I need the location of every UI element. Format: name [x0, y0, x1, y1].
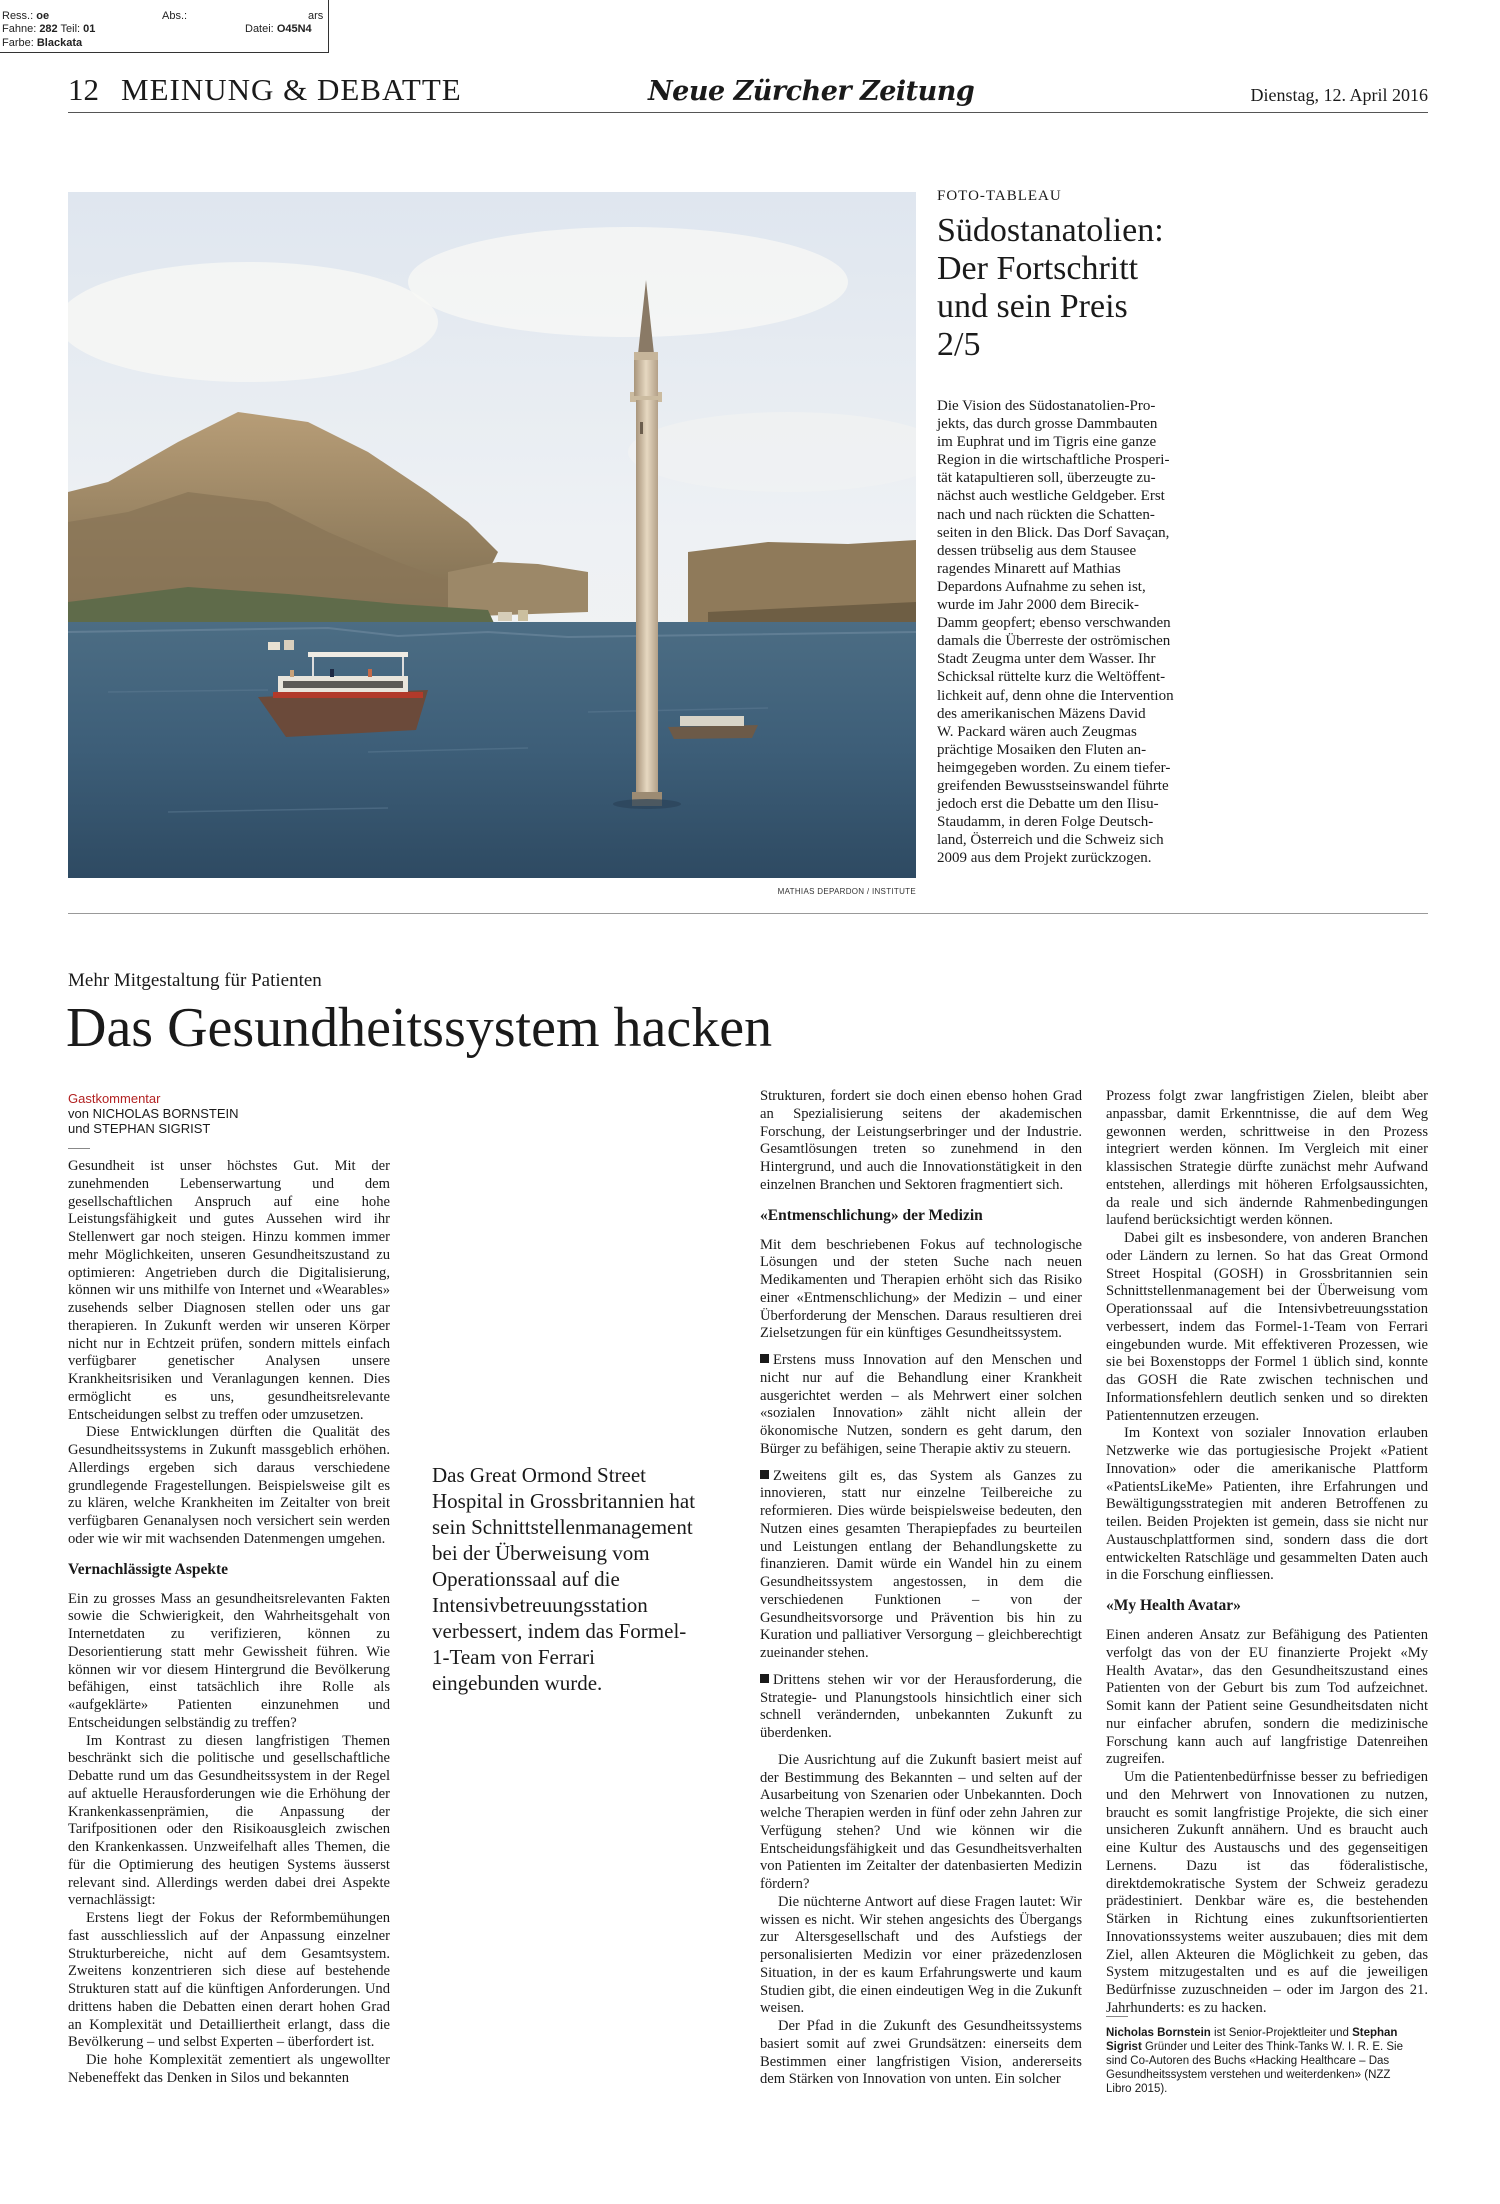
article-headline: Das Gesundheitssystem hacken	[66, 997, 773, 1059]
header-rule	[68, 112, 1428, 113]
caption-line: Die Vision des Südostanatolien-Pro-	[937, 398, 1156, 414]
bullet-text: Zweitens gilt es, das System als Ganzes zu innovieren, statt nur einzelne Teilbereiche zu reformieren. Dies würde beispielsweise bedeuten, den Nutzen eines gesamten Therapiepfades zu beurteilen und Leistungen entlang der Behandlungskette zu finanzieren. Damit würde ein Wandel hin zu einem Gesundheitssystem angestossen, in dem die verschiedenen Funktionen – von der Gesundheitsvorsorge und Prävention bis hin zu Kuration und palliativer Versorgung – gleichberechtigt zueinander stehen.	[760, 1467, 1082, 1661]
bullet-text: Drittens stehen wir vor der Herausforderung, die Strategie- und Planungstools hinsichtlich einer sich schnell verändernden, unbekannten Zukunft zu überdenken.	[760, 1671, 1082, 1741]
byline-rule	[68, 1148, 90, 1149]
caption-line: lichkeit auf, denn ohne die Intervention	[937, 687, 1174, 704]
caption-line: wurde im Jahr 2000 dem Birecik-	[937, 597, 1140, 614]
caption-line: 2009 aus dem Projekt zurückzogen.	[937, 850, 1152, 867]
paragraph: Erstens liegt der Fokus der Reformbemühungen fast ausschliesslich auf der Anpassung einzelner Strukturbereiche, nicht auf dem Gesamtsystem. Zweitens konzentrieren sich diese auf bestehende Strukturen statt auf die künftigen Anforderungen. Und drittens haben die Debatten einen derart hohen Grad an Komplexität und Detailliertheit erlangt, dass die Bevölkerung – und selbst Experten – überfordert ist.	[68, 1910, 390, 2051]
paragraph: Mit dem beschriebenen Fokus auf technologische Lösungen und der steten Suche nach neuen Medikamenten und Therapien erhöht sich das Risiko einer «Entmenschlichung» der Medizin – und einer Überforderung der Menschen. Daraus resultieren drei Zielsetzungen für ein künftiges Gesundheitssystem.	[760, 1236, 1082, 1342]
bio-rule	[1106, 2016, 1128, 2017]
caption-line: seiten in den Blick. Das Dorf Savaçan,	[937, 524, 1170, 541]
issue-date: Dienstag, 12. April 2016	[1250, 85, 1428, 105]
bullet-text: Erstens muss Innovation auf den Menschen und nicht nur auf die Behandlung einer Krankheit ausgerichtet werden – als Mehrwert einer solchen «sozialen Innovation» zählt nicht allein der ökonomische Nutzen, sondern es geht darum, den Bürger zu befähigen, seine Therapie aktiv zu steuern.	[760, 1352, 1082, 1457]
masthead-logo: Neue Zürcher Zeitung	[648, 76, 975, 107]
photo-title-line: 2/5	[937, 326, 981, 363]
paragraph: Prozess folgt zwar langfristigen Zielen, bleibt aber anpassbar, damit Erkenntnisse, die auf dem Weg gewonnen werden, schrittweise in den Prozess integriert werden können. Im Vergleich mit einer klassischen Strategie dürfte zunächst mehr Aufwand entstehen, allerdings mit höheren Erfolgsaussichten, da reale und sich ändernde Rahmenbedingungen laufend berücksichtigt werden können.	[1106, 1088, 1428, 1229]
spacer	[760, 1343, 1082, 1352]
caption-line: greifenden Bewusstseinswandel führte	[937, 777, 1169, 794]
byline	[68, 1091, 398, 1136]
photo-title-line: Südostanatolien:	[937, 212, 1164, 249]
caption-line: tät katapultieren soll, überzeugte zu-	[937, 470, 1156, 487]
bullet-square-icon	[760, 1674, 769, 1683]
bullet-square-icon	[760, 1354, 769, 1363]
paragraph: Ein zu grosses Mass an gesundheitsrelevanten Fakten sowie die Schwierigkeit, den Wahrheitsgehalt von Internetdaten zu verifizieren, können zu Desorientierung statt mehr Gewissheit führen. Wie können wir vor diesem Hintergrund die Bevölkerung befähigen, einst tatsächlich ihre Rolle als «aufgeklärte» Patienten einzunehmen und Entscheidungen selbständig zu treffen?	[68, 1590, 390, 1731]
subheading: «Entmenschlichung» der Medizin	[760, 1206, 983, 1224]
caption-line: Staudamm, in deren Folge Deutsch-	[937, 814, 1154, 831]
paragraph: Die hohe Komplexität zementiert als ungewollter Nebeneffekt das Denken in Silos und bekannten	[68, 2052, 390, 2086]
bio-author-1: Nicholas Bornstein	[1106, 2027, 1211, 2039]
bullet-paragraph	[760, 1352, 1082, 1459]
caption-line: Region in die wirtschaftliche Prosperi-	[937, 452, 1170, 469]
production-slug	[0, 0, 329, 53]
photo-kicker: FOTO-TABLEAU	[937, 188, 1062, 204]
article-topic: Mehr Mitgestaltung für Patienten	[68, 970, 322, 991]
caption-line: im Euphrat und im Tigris eine ganze	[937, 434, 1157, 451]
slug-ress: Ress.: oe	[2, 10, 50, 22]
section-divider	[68, 913, 1428, 914]
paragraph: Gesundheit ist unser höchstes Gut. Mit der zunehmenden Lebenserwartung und dem gesellschaftlichen Anspruch auf eine hohe Leistungsfähigkeit und gutes Aussehen wird ihr Stellenwert gar noch steigen. Hinzu kommen immer mehr Möglichkeiten, unseren Gesundheitszustand zu optimieren: Angetrieben durch die Digitalisierung, können wir uns mithilfe von Internet und «Wearables» zusehends selber Diagnosen stellen oder uns gar therapieren. In Zukunft werden wir unseren Körper nicht nur in Echtzeit prüfen, sondern mittels einfach verfügbarer genetischer Analysen unsere Krankheitsrisiken und Veranlagungen kennen. Dies ermöglicht es uns, gesundheitsrelevante Entscheidungen selbst zu treffen oder umzusetzen.	[68, 1158, 390, 1423]
paragraph: Die Ausrichtung auf die Zukunft basiert meist auf der Bestimmung des Bekannten – und selten auf der Ausarbeitung von Szenarien oder Unbekannten. Doch welche Therapien werden in fünf oder zehn Jahren zur Verfügung stehen? Und wie können wir die Entscheidungsfähigkeit und das Gesundheitsverhalten von Patienten im Zeitalter der datenbasierten Medizin fördern?	[760, 1751, 1082, 1892]
bullet-paragraph	[760, 1468, 1082, 1663]
caption-line: nach und nach rückten die Schatten-	[937, 506, 1155, 523]
bio-text: Gründer und Leiter des Think-Tanks W. I. R. E. Sie sind Co-Autoren des Buchs «Hacking Healthcare – Das Gesundheitssystem verstehen und weiterdenken» (NZZ Libro 2015).	[1106, 2041, 1404, 2095]
article-column-3	[760, 1088, 1082, 2089]
slug-abs-value: ars	[308, 10, 324, 22]
paragraph: Strukturen, fordert sie doch einen ebenso hohen Grad an Spezialisierung seitens der akademischen Forschung, der Leistungserbringer und der Industrie. Gesamtlösungen treten so zunehmend in den Hintergrund, und auch die Innovationstätigkeit in den einzelnen Branchen und Sektoren fragmentiert sich.	[760, 1088, 1082, 1193]
byline-author-1: von NICHOLAS BORNSTEIN	[68, 1106, 239, 1121]
slug-datei: Datei: O45N4	[245, 23, 312, 35]
caption-line: Damm geopfert; ebenso verschwanden	[937, 615, 1171, 632]
paragraph: Diese Entwicklungen dürften die Qualität des Gesundheitssystems in Zukunft massgeblich erhöhen. Allerdings ergeben sich daraus verschiedene grundlegende Fragestellungen. Beispielsweise gilt es zu klären, welche Krankheiten im Zeitalter von breit verfügbaren Genanalysen noch versichert sein werden oder wie wir mit wachsenden Datenmengen umgehen.	[68, 1424, 390, 1547]
photo-credit: MATHIAS DEPARDON / INSTITUTE	[777, 887, 916, 896]
paragraph: Einen anderen Ansatz zur Befähigung des Patienten verfolgt das von der EU finanzierte Projekt «My Health Avatar», das den Gesundheitszustand eines Patienten von der Geburt bis zum Tod aufzeichnet. Somit kann der Patient seine Gesundheitsdaten nicht nur einfacher abrufen, sondern die medizinische Forschung kann auch auf langfristige Datenreihen zugreifen.	[1106, 1627, 1428, 1768]
caption-line: land, Österreich und die Schweiz sich	[937, 832, 1164, 849]
slug-abs: Abs.:	[162, 10, 188, 22]
caption-line: prächtige Mosaiken den Fluten an-	[937, 741, 1147, 758]
caption-line: damals die Überreste der oströmischen	[937, 633, 1171, 650]
caption-line: Depardons Aufnahme zu sehen ist,	[937, 578, 1146, 595]
spacer	[760, 1459, 1082, 1468]
caption-line: nächst auch westliche Geldgeber. Erst	[937, 488, 1165, 505]
caption-line: dessen trübselig aus dem Stausee	[937, 542, 1137, 559]
bio-author-2: Stephan Sigrist	[1106, 2027, 1398, 2053]
caption-line: W. Packard wären auch Zeugmas	[937, 723, 1137, 740]
byline-author-2: und STEPHAN SIGRIST	[68, 1121, 211, 1136]
paragraph: Dabei gilt es insbesondere, von anderen Branchen oder Ländern zu lernen. So hat das Great Ormond Street Hospital (GOSH) in Grossbritannien sein Schnittstellenmanagement bei der Überweisung vom Operationssaal auf die Intensivbetreuungsstation verbessert, indem das Formel-1-Team von Ferrari eingebunden wurde. Mit effektiveren Prozessen, wie sie bei Boxenstopps der Formel 1 üblich sind, konnte das GOSH die Rate zwischen technischen und Informationsfehlern deutlich senken und so direkten Patientennutzen erzeugen.	[1106, 1230, 1428, 1424]
caption-line: ragendes Minarett auf Mathias	[937, 560, 1121, 577]
slug-farbe: Farbe: Blackata	[2, 37, 83, 49]
bio-text: ist Senior-Projektleiter und	[1210, 2027, 1349, 2039]
photo-title-line: und sein Preis	[937, 288, 1128, 325]
photo-minaret-reservoir	[68, 192, 916, 878]
section-title: MEINUNG & DEBATTE	[121, 72, 462, 107]
bullet-square-icon	[760, 1470, 769, 1479]
paragraph: Der Pfad in die Zukunft des Gesundheitssystems basiert somit auf zwei Grundsätzen: einerseits dem Bestimmen einer langfristigen Vision, andererseits dem Stärken von Innovation von unten. Ein solcher	[760, 2018, 1082, 2088]
caption-line: jekts, das durch grosse Dammbauten	[937, 416, 1158, 433]
photo-title-line: Der Fortschritt	[937, 250, 1139, 287]
bullet-paragraph	[760, 1672, 1082, 1743]
pull-quote: Das Great Ormond Street Hospital in Grossbritannien hat sein Schnittstellenmanagement bei der Überweisung vom Operationssaal auf die Intensivbetreuungsstation verbessert, indem das Formel-1-Team von Ferrari eingebunden wurde.	[432, 1463, 696, 1695]
paragraph: Im Kontrast zu diesen langfristigen Themen beschränkt sich die politische und gesellschaftliche Debatte rund um das Gesundheitssystem in der Regel auf aktuelle Herausforderungen wie die Erhöhung der Krankenkassenprämien, die Anpassung der Tarifpositionen oder den Risikoausgleich zwischen den Krankenkassen. Unzweifelhaft alles Themen, die für die Optimierung des heutigen Systems äusserst relevant sind. Allerdings werden dabei drei Aspekte vernachlässigt:	[68, 1732, 390, 1909]
photo-title	[937, 212, 1257, 364]
page-number: 12	[68, 72, 99, 107]
caption-line: Schicksal rüttelte kurz die Weltöffent-	[937, 669, 1166, 686]
subheading: «My Health Avatar»	[1106, 1597, 1241, 1614]
slug-fahne: Fahne: 282 Teil: 01	[2, 23, 96, 35]
caption-line: des amerikanischen Mäzens David	[937, 705, 1146, 722]
author-bio	[1106, 2026, 1416, 2096]
photo-caption-body	[937, 397, 1237, 867]
caption-line: Stadt Zeugma unter dem Wasser. Ihr	[937, 651, 1156, 668]
article-column-1	[68, 1158, 390, 2088]
caption-line: heimgegeben worden. Zu einem tiefer-	[937, 759, 1171, 776]
spacer	[760, 1663, 1082, 1672]
article-category: Gastkommentar	[68, 1091, 161, 1106]
spacer	[760, 1743, 1082, 1752]
article-column-4	[1106, 1088, 1428, 2018]
paragraph: Im Kontext von sozialer Innovation erlauben Netzwerke wie das portugiesische Projekt «Patient Innovation» oder die amerikanische Plattform «PatientsLikeMe» Patienten, ihre Erfahrungen und Bewältigungsstrategien mit anderen Betroffenen zu teilen. Beiden Projekten ist gemein, dass sie nicht nur Austauschplattformen sind, sondern dass die dort entwickelten Ratschläge und gesammelten Daten auch in die Forschung einfliessen.	[1106, 1425, 1428, 1584]
paragraph: Um die Patientenbedürfnisse besser zu befriedigen und den Mehrwert von Innovationen zu nutzen, braucht es somit langfristige Projekte, die sich einer unsicheren Zukunft annähern. Und es braucht auch eine Kultur des Austauschs und des gegenseitigen Lernens. Dazu ist das föderalistische, direktdemokratische System der Schweiz geradezu prädestiniert. Denkbar wäre es, die bestehenden Stärken in Richtung eines zukunftsorientierten Innovationssystems weiter auszubauen; dies mit dem Ziel, allen Akteuren die Möglichkeit zu geben, das System mitzugestalten und es auf die jeweiligen Bedürfnisse zuzuschneiden – oder im Jargon des 21. Jahrhunderts: es zu hacken.	[1106, 1769, 1428, 2016]
paragraph: Die nüchterne Antwort auf diese Fragen lautet: Wir wissen es nicht. Wir stehen angesichts des Übergangs zur Altersgesellschaft und des Aufstiegs der personalisierten Medizin vor einer präzedenzlosen Situation, in der es kaum Erfahrungswerte und kaum Studien gibt, die einen eindeutigen Weg in die Zukunft weisen.	[760, 1893, 1082, 2017]
subheading: Vernachlässigte Aspekte	[68, 1560, 229, 1578]
caption-line: jedoch erst die Debatte um den Ilisu-	[937, 796, 1159, 813]
